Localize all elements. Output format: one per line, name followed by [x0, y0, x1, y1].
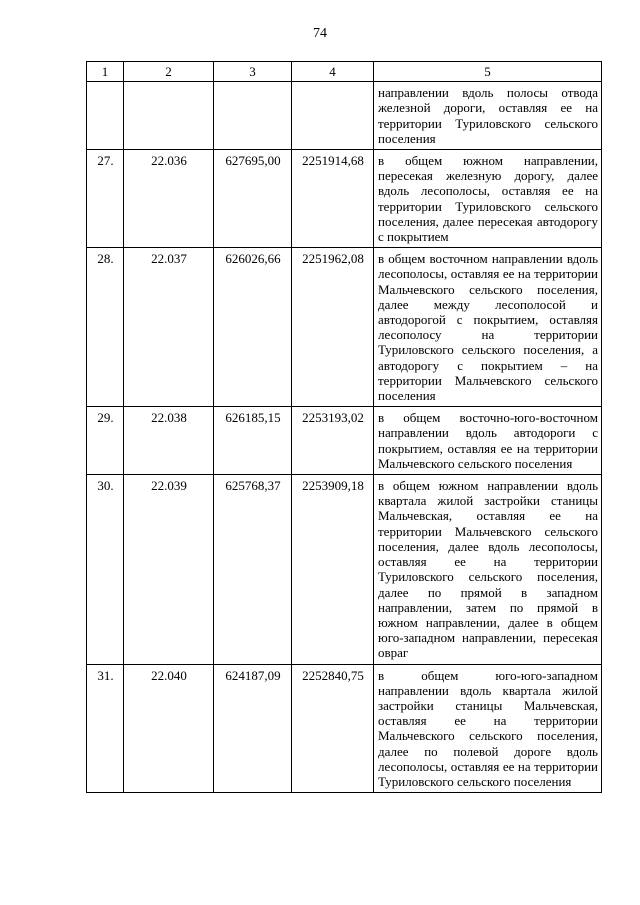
cell-num: 31. — [87, 664, 124, 793]
cell-num: 27. — [87, 150, 124, 248]
cell-point — [124, 82, 214, 150]
table-row — [87, 664, 602, 793]
cell-description: в общем восточном направлении вдоль лесополосы, оставляя ее на территории Мальчевского сельского поселения, далее между лесополосой и автодорогой с покрытием, оставляя лесополосу на территории Туриловского сельского поселения, а автодорогу с покрытием – на территории Мальчевского сельского поселения — [374, 248, 602, 407]
cell-point: 22.037 — [124, 248, 214, 407]
header-col-3: 3 — [214, 62, 292, 82]
cell-num: 29. — [87, 407, 124, 475]
cell-description: направлении вдоль полосы отвода железной дороги, оставляя ее на территории Туриловского сельского поселения — [374, 82, 602, 150]
header-col-1: 1 — [87, 62, 124, 82]
header-col-2: 2 — [124, 62, 214, 82]
cell-x: 626185,15 — [214, 407, 292, 475]
cell-num: 30. — [87, 475, 124, 664]
table-row — [87, 407, 602, 475]
cell-y: 2253909,18 — [292, 475, 374, 664]
cell-num: 28. — [87, 248, 124, 407]
cell-description: в общем восточно-юго-восточном направлении вдоль автодороги с покрытием, оставляя ее на территории Мальчевского сельского поселения — [374, 407, 602, 475]
cell-y — [292, 82, 374, 150]
table-header — [87, 62, 602, 82]
cell-y: 2253193,02 — [292, 407, 374, 475]
cell-y: 2251962,08 — [292, 248, 374, 407]
table-row — [87, 248, 602, 407]
cell-y: 2252840,75 — [292, 664, 374, 793]
table-row-continuation — [87, 82, 602, 150]
table-body — [87, 82, 602, 793]
cell-x: 626026,66 — [214, 248, 292, 407]
cell-y: 2251914,68 — [292, 150, 374, 248]
cell-x: 624187,09 — [214, 664, 292, 793]
boundary-points-table — [86, 61, 602, 793]
cell-point: 22.039 — [124, 475, 214, 664]
cell-point: 22.038 — [124, 407, 214, 475]
table-row — [87, 475, 602, 664]
header-col-4: 4 — [292, 62, 374, 82]
cell-point: 22.040 — [124, 664, 214, 793]
header-col-5: 5 — [374, 62, 602, 82]
header-row — [87, 62, 602, 82]
cell-description: в общем южном направлении вдоль квартала жилой застройки станицы Мальчевская, оставляя ее на территории Мальчевского сельского поселения, далее вдоль лесополосы, оставляя ее на территории Туриловского сельского поселения, далее по прямой в западном направлении, затем по прямой в южном направлении, далее в общем юго-западном направлении, пересекая овраг — [374, 475, 602, 664]
cell-x — [214, 82, 292, 150]
table-row — [87, 150, 602, 248]
cell-x: 625768,37 — [214, 475, 292, 664]
cell-num — [87, 82, 124, 150]
page-number: 74 — [313, 26, 327, 41]
cell-x: 627695,00 — [214, 150, 292, 248]
cell-point: 22.036 — [124, 150, 214, 248]
cell-description: в общем юго-юго-западном направлении вдоль квартала жилой застройки станицы Мальчевская, оставляя ее на территории Мальчевского сельского поселения, далее по полевой дороге вдоль лесополосы, оставляя ее на территории Туриловского сельского поселения — [374, 664, 602, 793]
cell-description: в общем южном направлении, пересекая железную дорогу, далее вдоль лесополосы, оставляя ее на территории Туриловского сельского поселения, далее пересекая автодорогу с покрытием — [374, 150, 602, 248]
